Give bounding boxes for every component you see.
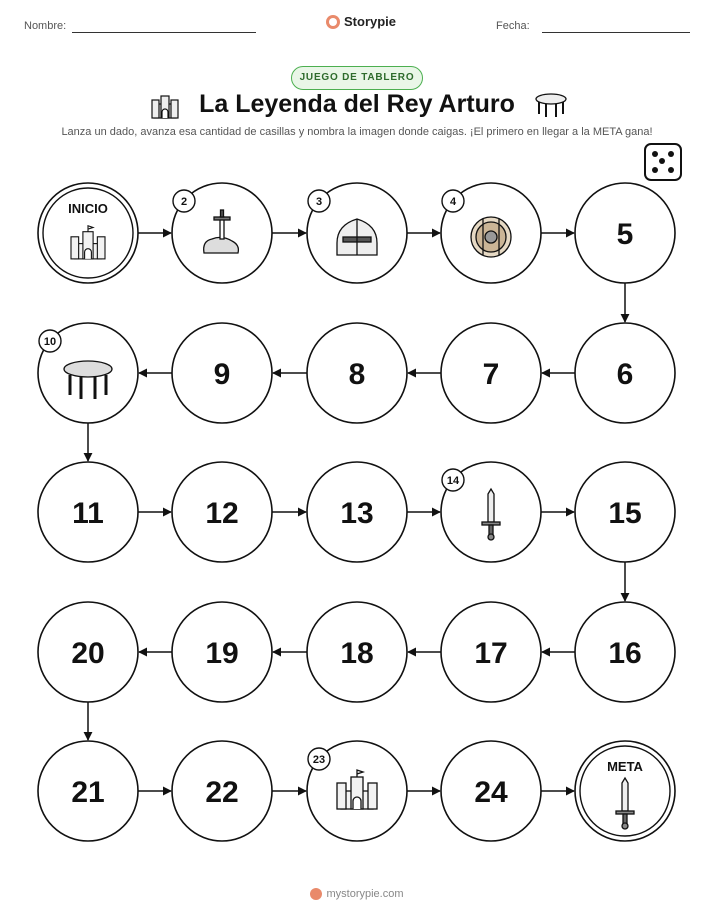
space-number-badge — [442, 190, 464, 212]
space-number: 23 — [312, 754, 326, 766]
board-space-19[interactable] — [172, 602, 272, 702]
board-space-24[interactable] — [441, 741, 541, 841]
page-title: La Leyenda del Rey Arturo — [199, 90, 515, 118]
board-space-1[interactable] — [38, 183, 138, 283]
space-number: 19 — [205, 637, 239, 670]
space-number-badge — [39, 330, 61, 352]
space-number-badge — [173, 190, 195, 212]
space-number: 16 — [608, 637, 642, 670]
space-number: 9 — [213, 358, 231, 391]
space-number: 18 — [340, 637, 374, 670]
space-number: 22 — [205, 776, 239, 809]
board-space-10[interactable] — [38, 323, 138, 423]
board-space-5[interactable] — [575, 183, 675, 283]
board-space-12[interactable] — [172, 462, 272, 562]
round-shield-icon — [471, 217, 511, 257]
board-space-21[interactable] — [38, 741, 138, 841]
space-number: 24 — [474, 776, 508, 809]
board-space-9[interactable] — [172, 323, 272, 423]
space-number: 13 — [340, 497, 374, 530]
board-space-20[interactable] — [38, 602, 138, 702]
name-label: Nombre: — [24, 20, 67, 32]
space-number: 21 — [71, 776, 105, 809]
footer — [0, 888, 714, 900]
space-number-badge — [308, 190, 330, 212]
board-space-14[interactable] — [441, 462, 541, 562]
board-space-22[interactable] — [172, 741, 272, 841]
space-number: 8 — [348, 358, 366, 391]
space-number: 7 — [482, 358, 500, 391]
space-number: 2 — [180, 196, 188, 208]
footer-url: mystorypie.com — [326, 888, 404, 900]
board-space-25[interactable] — [575, 741, 675, 841]
board-space-23[interactable] — [307, 741, 407, 841]
storypie-logo-icon — [310, 888, 322, 900]
space-number: 4 — [449, 196, 457, 208]
board-space-11[interactable] — [38, 462, 138, 562]
board-space-17[interactable] — [441, 602, 541, 702]
board-space-13[interactable] — [307, 462, 407, 562]
board-space-4[interactable] — [441, 183, 541, 283]
space-number: 17 — [474, 637, 508, 670]
board-space-2[interactable] — [172, 183, 272, 283]
board-space-8[interactable] — [307, 323, 407, 423]
space-label: META — [607, 759, 643, 774]
date-label: Fecha: — [496, 20, 530, 32]
board-space-3[interactable] — [307, 183, 407, 283]
game-type-badge: JUEGO DE TABLERO — [291, 66, 423, 90]
space-number: 11 — [72, 497, 104, 530]
space-number: 12 — [205, 497, 239, 530]
space-number-badge — [442, 469, 464, 491]
board-space-15[interactable] — [575, 462, 675, 562]
space-label: INICIO — [68, 201, 108, 216]
instructions: Lanza un dado, avanza esa cantidad de casillas y nombra la imagen donde caigas. ¡El primero en llegar a la META gana! — [61, 126, 653, 138]
space-number: 5 — [616, 218, 634, 251]
space-number: 6 — [616, 358, 634, 391]
space-number-badge — [308, 748, 330, 770]
board-space-6[interactable] — [575, 323, 675, 423]
space-number: 3 — [315, 196, 323, 208]
board-space-7[interactable] — [441, 323, 541, 423]
board-space-18[interactable] — [307, 602, 407, 702]
space-number: 15 — [608, 497, 642, 530]
space-number: 20 — [71, 637, 105, 670]
space-number: 10 — [43, 336, 57, 348]
board-space-16[interactable] — [575, 602, 675, 702]
brand-name: Storypie — [344, 14, 397, 29]
space-number: 14 — [446, 475, 460, 487]
